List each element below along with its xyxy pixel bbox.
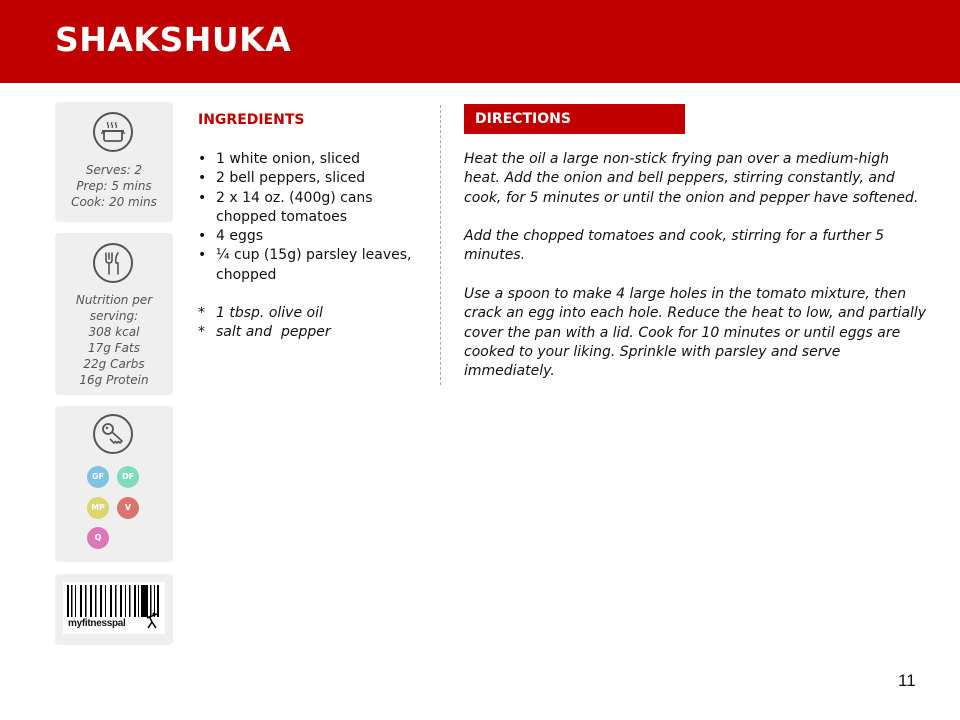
directions-body: [464, 150, 929, 401]
info-card: [55, 102, 173, 222]
bullet: •: [198, 247, 207, 264]
asterisk: *: [198, 305, 205, 321]
carbs-value: 22g Carbs: [83, 357, 145, 371]
vegetarian-badge: V: [117, 497, 139, 519]
page-number: 11: [898, 671, 916, 690]
key-icon: [93, 414, 133, 454]
extra-item: [198, 304, 331, 323]
nutrition-card: [55, 233, 173, 395]
kcal-value: 308 kcal: [88, 325, 140, 339]
direction-step: Use a spoon to make 4 large holes in the tomato mixture, then crack an egg into each hole. Reduce the heat to low, and partially cover the pan with a lid. Cook for 10 minutes or until eggs are cooked to your liking. Sprinkle with parsley and serve immediately.: [464, 286, 927, 380]
ingredient-text: 1 white onion, sliced: [216, 151, 361, 167]
ingredients-heading: INGREDIENTS: [198, 112, 305, 128]
ingredient-item: [198, 246, 418, 285]
nutrition-label: Nutrition per: [75, 293, 153, 307]
meal-prep-badge: MP: [87, 497, 109, 519]
dietary-key-card: [55, 406, 173, 562]
ingredient-item: [198, 169, 418, 188]
column-divider: [440, 105, 441, 385]
info-text: [55, 162, 173, 210]
ingredient-text: 2 bell peppers, sliced: [216, 170, 366, 187]
ingredient-item: [198, 227, 418, 246]
direction-step: Heat the oil a large non-stick frying pan over a medium-high heat. Add the onion and bell peppers, stirring constantly, and cook, for 5 minutes or until the onion and pepper have softened.: [464, 151, 919, 206]
ingredient-text: ¼ cup (15g) parsley leaves, chopped: [216, 247, 412, 283]
protein-value: 16g Protein: [79, 373, 149, 387]
gluten-free-badge: GF: [87, 466, 109, 488]
directions-heading: DIRECTIONS: [464, 104, 685, 134]
optional-ingredients-list: [198, 304, 331, 343]
ingredient-item: [198, 189, 418, 228]
cook-text: Cook: 20 mins: [71, 195, 157, 209]
prep-text: Prep: 5 mins: [76, 179, 152, 193]
extra-item: [198, 323, 331, 342]
asterisk: *: [198, 324, 205, 341]
bullet: •: [198, 228, 207, 245]
header-bar: [0, 0, 960, 83]
myfitnesspal-barcode[interactable]: [63, 582, 165, 634]
bullet: •: [198, 151, 207, 167]
barcode-card[interactable]: [55, 574, 173, 645]
direction-step: Add the chopped tomatoes and cook, stirring for a further 5 minutes.: [464, 228, 885, 264]
quick-badge: Q: [87, 527, 109, 549]
ingredient-item: [198, 150, 418, 169]
extra-text: salt and pepper: [216, 324, 331, 341]
ingredient-text: 2 x 14 oz. (400g) cans chopped tomatoes: [216, 189, 373, 225]
ingredient-text: 4 eggs: [216, 228, 264, 245]
serves-text: Serves: 2: [85, 163, 143, 177]
ingredients-list: [198, 150, 418, 285]
nutrition-text: [55, 292, 173, 388]
nutrition-label-2: serving:: [89, 309, 139, 323]
extra-text: 1 tbsp. olive oil: [216, 305, 323, 321]
bullet: •: [198, 170, 207, 187]
fork-knife-icon: [93, 243, 133, 283]
bullet: •: [198, 189, 207, 206]
myfitnesspal-logo-text: myfitnesspal: [68, 618, 126, 629]
cooking-pot-icon: [93, 112, 133, 152]
fats-value: 17g Fats: [88, 341, 140, 355]
dairy-free-badge: DF: [117, 466, 139, 488]
recipe-title: SHAKSHUKA: [55, 20, 292, 59]
